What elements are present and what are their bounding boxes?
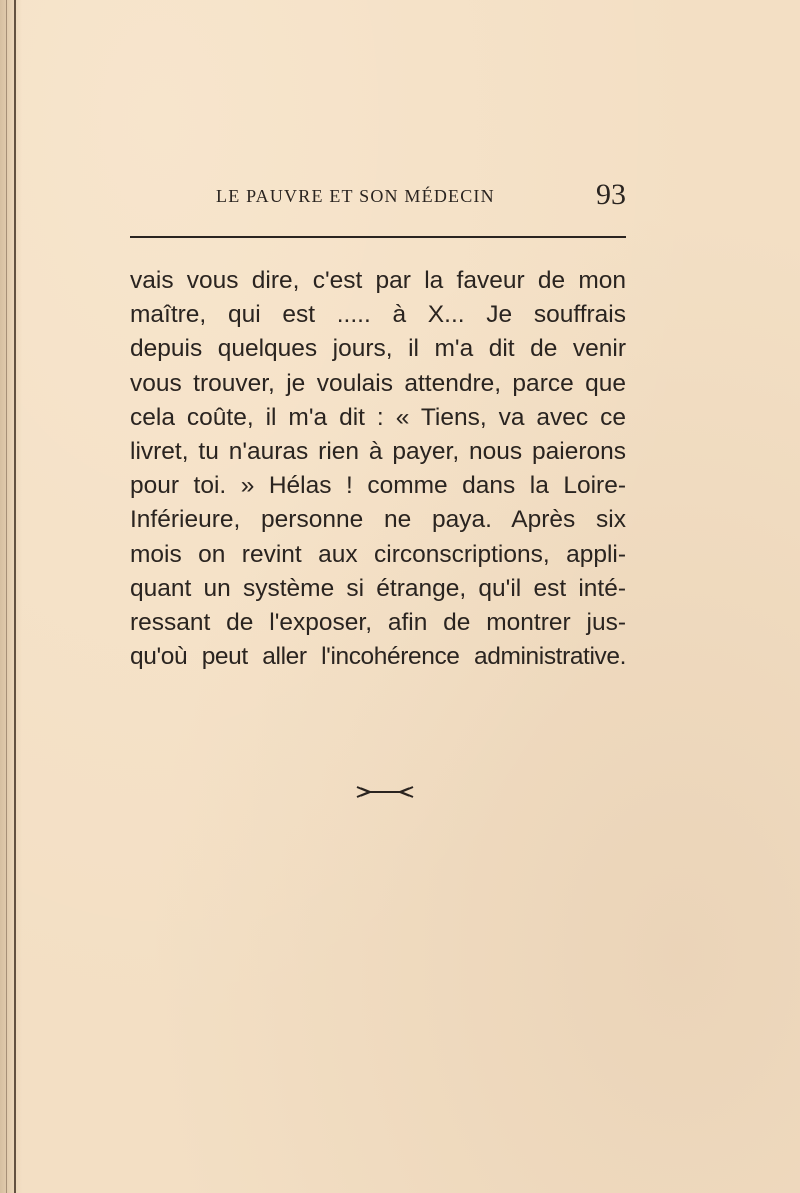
tailpiece-ornament-icon xyxy=(355,780,415,804)
text-line: maître, qui est ..... à X... Je souffrais xyxy=(130,301,626,329)
text-line: cela coûte, il m'a dit : « Tiens, va avec ce xyxy=(130,403,626,431)
text-line: vais vous dire, c'est par la faveur de mon xyxy=(130,267,626,294)
text-line: depuis quelques jours, il m'a dit de venir xyxy=(130,335,626,363)
text-line: ressant de l'exposer, afin de montrer jus- xyxy=(130,608,626,636)
running-head xyxy=(130,178,626,218)
text-line: livret, tu n'auras rien à payer, nous paierons xyxy=(130,437,626,465)
binding-shadow-line xyxy=(6,0,7,1193)
text-line: pour toi. » Hélas ! comme dans la Loire- xyxy=(130,472,626,500)
page-number: 93 xyxy=(596,178,626,211)
body-text xyxy=(130,264,626,674)
text-line-last: qu'où peut aller l'incohérence administrative. xyxy=(130,643,626,671)
running-head-title: LE PAUVRE ET SON MÉDECIN xyxy=(216,186,495,206)
text-line: vous trouver, je voulais attendre, parce que xyxy=(130,369,626,397)
header-rule xyxy=(130,236,626,238)
binding-line xyxy=(14,0,16,1193)
text-line: Inférieure, personne ne paya. Après six xyxy=(130,506,626,534)
page-binding-edge xyxy=(0,0,22,1193)
text-line: quant un système si étrange, qu'il est inté- xyxy=(130,574,626,602)
text-line: mois on revint aux circonscriptions, appli- xyxy=(130,540,626,568)
